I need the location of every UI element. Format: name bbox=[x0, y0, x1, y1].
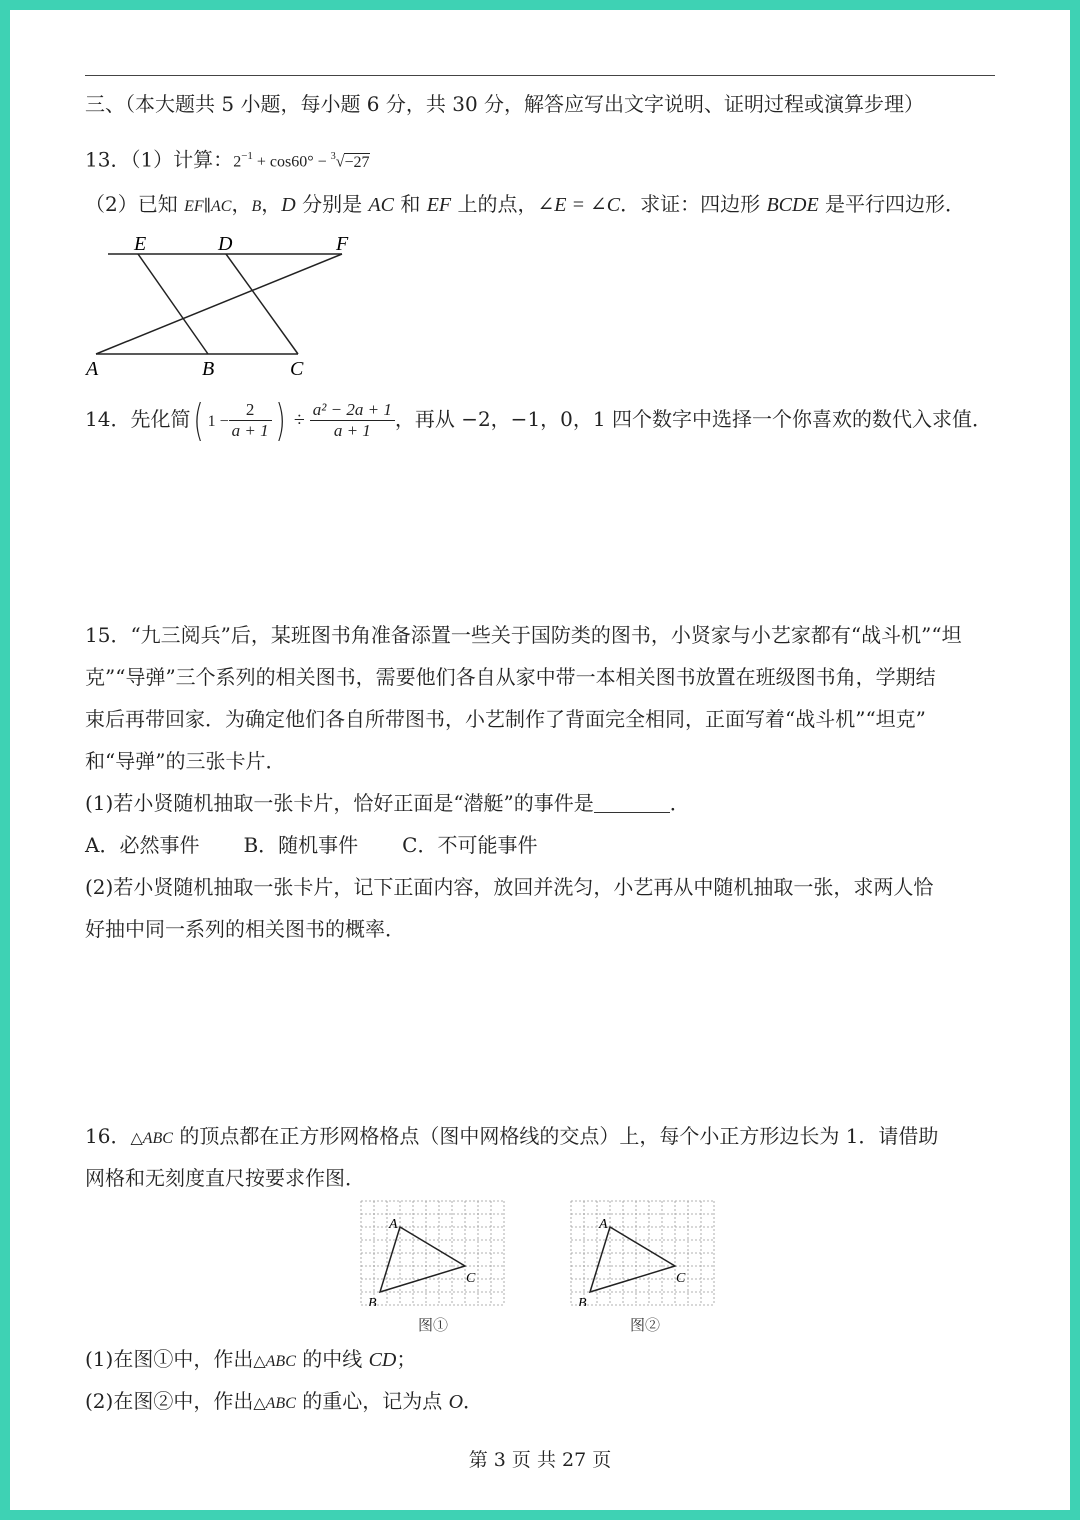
q15-sub2-line1: (2)若小贤随机抽取一张卡片，记下正面内容，放回并洗匀，小艺再从中随机抽取一张，求两人恰 bbox=[85, 875, 934, 899]
section-header: 三、（本大题共 5 小题，每小题 6 分，共 30 分，解答应写出文字说明、证明过程或演算步理） bbox=[85, 92, 925, 116]
q13-figure bbox=[80, 232, 370, 382]
page-footer: 第 3 页 共 27 页 bbox=[468, 1449, 612, 1471]
q13-part2-text-k: 上的点， bbox=[451, 192, 538, 216]
q15-sub1 bbox=[85, 789, 1000, 817]
q14-frac2-den: a + 1 bbox=[333, 421, 371, 440]
q14-prefix: 14．先化简 bbox=[85, 407, 191, 431]
grid-2-lines bbox=[571, 1201, 715, 1305]
q15-line1: 15．“九三阅兵”后，某班图书角准备添置一些关于国防类的图书，小贤家与小艺家都有“战斗机”“坦 bbox=[85, 623, 962, 647]
q13-part2-text-o: 是平行四边形． bbox=[818, 192, 966, 216]
q13-part2-text-e: ， bbox=[261, 192, 282, 216]
exam-page bbox=[10, 10, 1070, 1510]
q14-frac2-num: a² − 2a + 1 bbox=[310, 400, 395, 421]
line-fa bbox=[96, 254, 342, 354]
q16-sub2-text-b: 的重心，记为点 bbox=[295, 1389, 449, 1413]
grid-1-caption: 图① bbox=[418, 1316, 449, 1334]
q13-part2-math-bcde: BCDE bbox=[766, 194, 819, 216]
q13-part2-math-parallel: EF∥AC bbox=[184, 198, 232, 215]
grid-2-label-b: B bbox=[578, 1296, 587, 1306]
q16-sub2-text-c: ． bbox=[463, 1389, 484, 1413]
q14-line bbox=[85, 394, 1000, 444]
q16-sub2-text-a: (2)在图②中，作出 bbox=[85, 1389, 254, 1413]
q16-sub1-text-c: ； bbox=[396, 1347, 417, 1371]
header-rule bbox=[85, 75, 995, 76]
q14-frac2 bbox=[310, 400, 395, 441]
q13-expr-rest: + cos60° − bbox=[252, 153, 331, 171]
q16-line1 bbox=[85, 1122, 1000, 1153]
q13-part2-math-ac: AC bbox=[368, 194, 394, 216]
q16-sub1 bbox=[85, 1345, 1000, 1376]
grid-1-label-b: B bbox=[368, 1296, 377, 1306]
q13-root-index: 3 bbox=[330, 151, 336, 162]
label-e: E bbox=[134, 233, 147, 255]
q13-part2-math-angle: ∠E = ∠C bbox=[537, 194, 621, 216]
q14-frac1-den: a + 1 bbox=[231, 421, 269, 440]
q16-sub2-o: O bbox=[448, 1391, 464, 1413]
q13-part2-text-g: 分别是 bbox=[295, 192, 369, 216]
q15-sub1-text: (1)若小贤随机抽取一张卡片，恰好正面是“潜艇”的事件是 bbox=[85, 791, 594, 815]
q15-sub2-line2: 好抽中同一系列的相关图书的概率． bbox=[85, 917, 405, 941]
q13-part2-text-a: （2）已知 bbox=[85, 192, 185, 216]
q13-part2-text-m: ．求证：四边形 bbox=[620, 192, 767, 216]
q15-option-a: A．必然事件 bbox=[85, 833, 200, 857]
q14-frac1 bbox=[229, 400, 272, 441]
q16-sub1-text-a: (1)在图①中，作出 bbox=[85, 1347, 254, 1371]
q13-expr-exp: −1 bbox=[241, 150, 253, 162]
q13-expr-base: 2 bbox=[233, 153, 242, 171]
q14-left-paren: ( bbox=[193, 394, 205, 446]
q15-option-c: C．不可能事件 bbox=[402, 833, 538, 857]
q14-frac1-num: 2 bbox=[229, 400, 272, 421]
q16-sub1-cd: CD bbox=[368, 1349, 397, 1371]
q16-sub2-triangle: △ABC bbox=[253, 1395, 296, 1412]
grid-2-caption: 图② bbox=[630, 1316, 661, 1334]
q15-sub1-end: ． bbox=[669, 791, 690, 815]
q15-option-b: B．随机事件 bbox=[243, 833, 359, 857]
grid-1-label-c: C bbox=[466, 1271, 476, 1286]
grid-2-label-a: A bbox=[599, 1217, 608, 1232]
label-d: D bbox=[218, 233, 233, 255]
q13-part2-math-b: B bbox=[251, 198, 262, 215]
q13-part2-text-i: 和 bbox=[394, 192, 427, 216]
q16-sub1-triangle: △ABC bbox=[253, 1353, 296, 1370]
q14-one: 1 − bbox=[207, 413, 229, 430]
q16-triangle: △ABC bbox=[130, 1130, 173, 1147]
q16-sub1-text-b: 的中线 bbox=[295, 1347, 369, 1371]
q13-part2-math-d: D bbox=[281, 194, 296, 216]
grid-1-label-a: A bbox=[389, 1217, 398, 1232]
label-f: F bbox=[336, 233, 349, 255]
grid-2-label-c: C bbox=[676, 1271, 686, 1286]
q14-right-paren: ) bbox=[275, 394, 286, 446]
q16-number: 16． bbox=[85, 1124, 131, 1148]
grid-figure-2 bbox=[570, 1200, 716, 1306]
q15-line2: 克”“导弹”三个系列的相关图书，需要他们各自从家中带一本相关图书放置在班级图书角，学期结 bbox=[85, 665, 936, 689]
label-c: C bbox=[290, 358, 304, 380]
q14-div: ÷ bbox=[288, 409, 310, 431]
label-a: A bbox=[86, 358, 99, 380]
q15-options bbox=[85, 831, 1000, 859]
q15-line4: 和“导弹”的三张卡片． bbox=[85, 749, 286, 773]
grid-figure-1 bbox=[360, 1200, 506, 1306]
q13-part1 bbox=[85, 142, 1000, 177]
q15-line3: 束后再带回家．为确定他们各自所带图书，小艺制作了背面完全相同，正面写着“战斗机”“坦克” bbox=[85, 707, 926, 731]
q13-part2-text-c: ， bbox=[231, 192, 252, 216]
q13-radicand: −27 bbox=[344, 153, 370, 171]
q14-suffix: ，再从 −2，−1，0，1 四个数字中选择一个你喜欢的数代入求值． bbox=[394, 407, 992, 431]
q13-part2 bbox=[85, 190, 1000, 221]
q13-part2-math-ef: EF bbox=[426, 194, 452, 216]
line-eb bbox=[138, 254, 208, 354]
grid-1-lines bbox=[361, 1201, 505, 1305]
q13-part1-prefix: 13．（1）计算： bbox=[85, 147, 234, 172]
q16-line1-text: 的顶点都在正方形网格格点（图中网格线的交点）上，每个小正方形边长为 1．请借助 bbox=[172, 1124, 939, 1148]
q15-answer-blank[interactable] bbox=[594, 794, 670, 813]
label-b: B bbox=[202, 358, 215, 380]
line-dc bbox=[226, 254, 298, 354]
q16-line2: 网格和无刻度直尺按要求作图． bbox=[85, 1166, 365, 1190]
q13-root-sign: √ bbox=[335, 153, 345, 171]
q16-sub2 bbox=[85, 1387, 1000, 1418]
